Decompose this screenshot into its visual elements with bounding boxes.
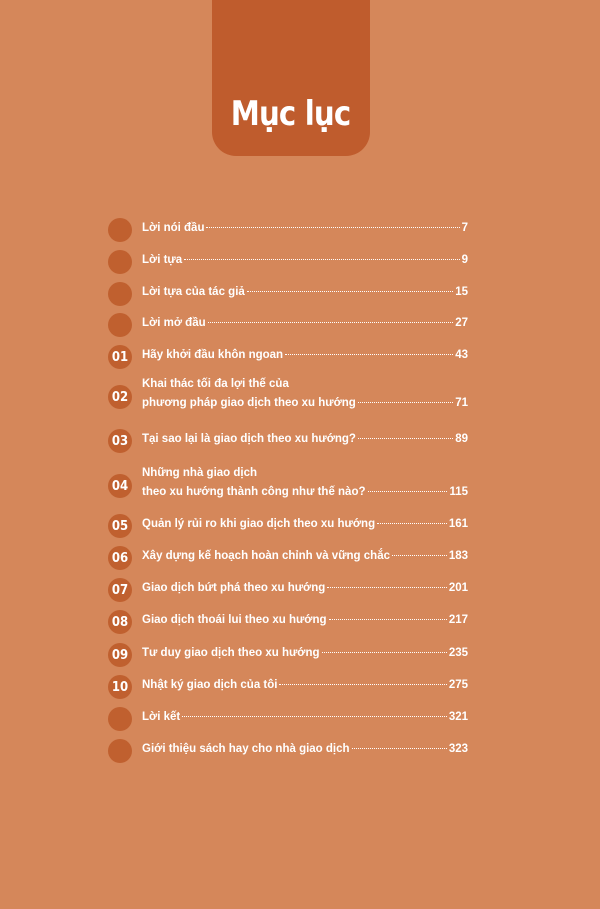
entry-title: Tại sao lại là giao dịch theo xu hướng?: [142, 433, 356, 445]
page-number: 89: [455, 433, 468, 445]
page-number: 71: [455, 397, 468, 409]
chapter-number-badge: 05: [108, 514, 132, 538]
dot-leader: [377, 523, 447, 524]
page-number: 217: [448, 614, 468, 626]
entry-title: Hãy khởi đầu khôn ngoan: [142, 349, 284, 361]
entry-title: Lời tựa của tác giả: [142, 286, 245, 298]
toc-entry[interactable]: [108, 514, 468, 538]
dot-leader: [327, 587, 447, 588]
bullet-dot: [108, 218, 132, 242]
chapter-number-badge: 06: [108, 546, 132, 570]
page-title: Mục lục: [231, 94, 351, 134]
dot-leader: [247, 291, 453, 292]
toc-entry[interactable]: [108, 218, 468, 242]
toc-entry[interactable]: [108, 313, 468, 337]
dot-leader: [208, 322, 454, 323]
page-number: 43: [455, 349, 468, 361]
toc-entry[interactable]: [108, 739, 468, 763]
page-number: 323: [448, 743, 468, 755]
toc-entry[interactable]: [108, 250, 468, 274]
toc-entry[interactable]: [108, 282, 468, 306]
dot-leader: [279, 684, 446, 685]
entry-title: phương pháp giao dịch theo xu hướng: [142, 397, 356, 409]
page-number: 275: [448, 679, 468, 691]
entry-title: Xây dựng kế hoạch hoàn chỉnh và vững chắc: [142, 550, 390, 562]
page-number: 183: [448, 550, 468, 562]
entry-title: Quản lý rủi ro khi giao dịch theo xu hướng: [142, 518, 376, 530]
dot-leader: [352, 748, 447, 749]
chapter-number-badge: 04: [108, 474, 132, 498]
page-number: 7: [461, 222, 468, 234]
entry-title: theo xu hướng thành công như thế nào?: [142, 486, 366, 498]
dot-leader: [182, 716, 447, 717]
page-number: 235: [448, 647, 468, 659]
entry-title: Tư duy giao dịch theo xu hướng: [142, 647, 320, 659]
dot-leader: [358, 438, 453, 439]
chapter-number-badge: 02: [108, 385, 132, 409]
page-number: 9: [461, 254, 468, 266]
chapter-number-badge: 10: [108, 675, 132, 699]
chapter-number-badge: 07: [108, 578, 132, 602]
chapter-number-badge: 01: [108, 345, 132, 369]
toc-entry[interactable]: [108, 578, 468, 602]
toc-entry[interactable]: [108, 675, 468, 699]
bullet-dot: [108, 707, 132, 731]
toc-entry[interactable]: [108, 467, 468, 498]
entry-title: Nhật ký giao dịch của tôi: [142, 679, 278, 691]
page-number: 15: [455, 286, 468, 298]
entry-title: Lời mở đầu: [142, 317, 206, 329]
entry-title: Giao dịch thoái lui theo xu hướng: [142, 614, 327, 626]
chapter-number-badge: 09: [108, 643, 132, 667]
dot-leader: [329, 619, 447, 620]
dot-leader: [206, 227, 459, 228]
entry-title: Giao dịch bứt phá theo xu hướng: [142, 582, 326, 594]
entry-title: Giới thiệu sách hay cho nhà giao dịch: [142, 743, 350, 755]
page-number: 321: [448, 711, 468, 723]
page-number: 115: [449, 486, 468, 498]
chapter-number-badge: 03: [108, 429, 132, 453]
toc-entry[interactable]: [108, 378, 468, 409]
bullet-dot: [108, 313, 132, 337]
page-number: 27: [455, 317, 468, 329]
entry-title: Lời kết: [142, 711, 181, 723]
entry-title: Lời nói đầu: [142, 222, 205, 234]
toc-entry[interactable]: [108, 345, 468, 369]
bullet-dot: [108, 739, 132, 763]
toc-entry[interactable]: [108, 429, 468, 453]
dot-leader: [322, 652, 447, 653]
toc-entry[interactable]: [108, 610, 468, 634]
entry-title-line: Những nhà giao dịch: [142, 467, 258, 479]
bullet-dot: [108, 282, 132, 306]
entry-title: Lời tựa: [142, 254, 183, 266]
toc-entry[interactable]: [108, 643, 468, 667]
title-tab: [212, 0, 370, 156]
toc-entry[interactable]: [108, 707, 468, 731]
dot-leader: [368, 491, 448, 492]
dot-leader: [285, 354, 453, 355]
bullet-dot: [108, 250, 132, 274]
dot-leader: [184, 259, 459, 260]
chapter-number-badge: 08: [108, 610, 132, 634]
page-number: 161: [448, 518, 468, 530]
page-number: 201: [448, 582, 468, 594]
entry-title-line: Khai thác tối đa lợi thế của: [142, 378, 289, 390]
dot-leader: [392, 555, 447, 556]
dot-leader: [358, 402, 453, 403]
toc-entry[interactable]: [108, 546, 468, 570]
